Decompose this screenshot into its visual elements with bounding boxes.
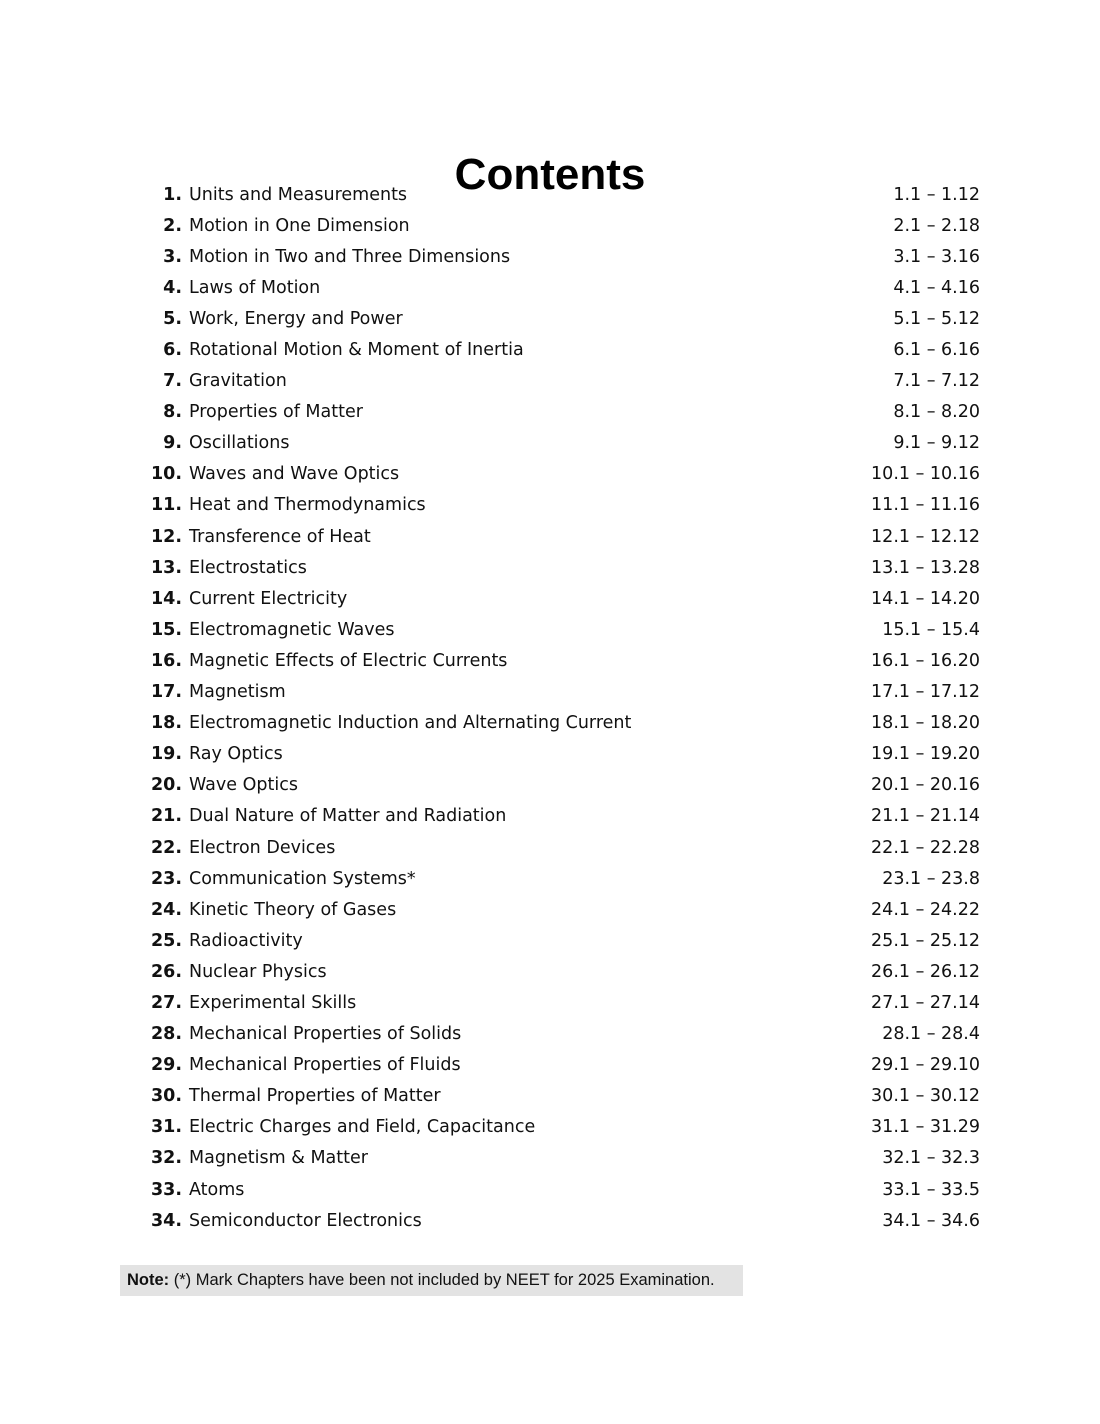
chapter-number: 11. [150, 495, 182, 516]
chapter-title: Dual Nature of Matter and Radiation [189, 806, 507, 827]
toc-row [140, 241, 980, 272]
chapter-title: Electromagnetic Induction and Alternating Current [189, 713, 632, 734]
chapter-page-range: 16.1 – 16.20 [871, 650, 980, 671]
table-of-contents [140, 179, 980, 1236]
chapter-page-range: 13.1 – 13.28 [871, 557, 980, 578]
toc-row [140, 1019, 980, 1050]
chapter-number: 20. [150, 775, 182, 796]
toc-row [140, 739, 980, 770]
chapter-number: 3. [163, 246, 182, 267]
chapter-number: 27. [150, 992, 182, 1013]
chapter-title: Work, Energy and Power [189, 308, 403, 329]
chapter-number: 9. [163, 433, 182, 454]
chapter-number: 1. [163, 184, 182, 205]
toc-row [140, 397, 980, 428]
chapter-page-range: 22.1 – 22.28 [871, 837, 980, 858]
chapter-page-range: 27.1 – 27.14 [871, 992, 980, 1013]
page-title: Contents [454, 150, 646, 200]
chapter-number: 33. [150, 1179, 182, 1200]
chapter-number: 31. [150, 1117, 182, 1138]
chapter-number: 13. [150, 557, 182, 578]
chapter-number: 26. [150, 961, 182, 982]
toc-row [140, 490, 980, 521]
chapter-page-range: 17.1 – 17.12 [871, 682, 980, 703]
chapter-number: 24. [150, 899, 182, 920]
chapter-page-range: 15.1 – 15.4 [882, 619, 980, 640]
chapter-page-range: 2.1 – 2.18 [893, 215, 980, 236]
chapter-number: 28. [150, 1024, 182, 1045]
chapter-title: Electron Devices [189, 837, 336, 858]
toc-row [140, 645, 980, 676]
chapter-number: 6. [163, 340, 182, 361]
chapter-number: 15. [150, 619, 182, 640]
chapter-title: Wave Optics [189, 775, 298, 796]
chapter-page-range: 21.1 – 21.14 [871, 806, 980, 827]
chapter-number: 22. [150, 837, 182, 858]
toc-row [140, 459, 980, 490]
toc-row [140, 677, 980, 708]
toc-row [140, 894, 980, 925]
chapter-number: 7. [163, 371, 182, 392]
note-text: (*) Mark Chapters have been not included by NEET for 2025 Examination. [173, 1271, 715, 1289]
chapter-title: Current Electricity [189, 588, 348, 609]
toc-row [140, 1081, 980, 1112]
note-label: Note: [127, 1271, 170, 1289]
toc-row [140, 1174, 980, 1205]
chapter-title: Electric Charges and Field, Capacitance [189, 1117, 536, 1138]
chapter-page-range: 33.1 – 33.5 [882, 1179, 980, 1200]
chapter-title: Atoms [189, 1179, 245, 1200]
toc-row [140, 925, 980, 956]
chapter-page-range: 26.1 – 26.12 [871, 961, 980, 982]
chapter-page-range: 7.1 – 7.12 [893, 371, 980, 392]
chapter-title: Electrostatics [189, 557, 307, 578]
chapter-number: 23. [150, 868, 182, 889]
toc-row [140, 614, 980, 645]
chapter-title: Oscillations [189, 433, 290, 454]
chapter-page-range: 18.1 – 18.20 [871, 713, 980, 734]
chapter-number: 18. [150, 713, 182, 734]
chapter-page-range: 6.1 – 6.16 [893, 340, 980, 361]
footnote [120, 1265, 743, 1296]
chapter-title: Communication Systems* [189, 868, 416, 889]
chapter-title: Properties of Matter [189, 402, 363, 423]
chapter-title: Heat and Thermodynamics [189, 495, 426, 516]
toc-row [140, 428, 980, 459]
chapter-title: Transference of Heat [189, 526, 371, 547]
chapter-number: 32. [150, 1148, 182, 1169]
chapter-page-range: 10.1 – 10.16 [871, 464, 980, 485]
toc-row [140, 303, 980, 334]
chapter-number: 8. [163, 402, 182, 423]
chapter-title: Radioactivity [189, 930, 303, 951]
chapter-title: Kinetic Theory of Gases [189, 899, 397, 920]
toc-row [140, 179, 980, 210]
chapter-page-range: 34.1 – 34.6 [882, 1210, 980, 1231]
toc-row [140, 832, 980, 863]
chapter-page-range: 28.1 – 28.4 [882, 1024, 980, 1045]
chapter-number: 5. [163, 308, 182, 329]
chapter-page-range: 20.1 – 20.16 [871, 775, 980, 796]
chapter-page-range: 1.1 – 1.12 [893, 184, 980, 205]
toc-row [140, 272, 980, 303]
chapter-page-range: 31.1 – 31.29 [871, 1117, 980, 1138]
toc-row [140, 552, 980, 583]
chapter-title: Mechanical Properties of Fluids [189, 1055, 461, 1076]
toc-row [140, 334, 980, 365]
chapter-page-range: 9.1 – 9.12 [893, 433, 980, 454]
chapter-title: Magnetism & Matter [189, 1148, 368, 1169]
chapter-title: Rotational Motion & Moment of Inertia [189, 340, 524, 361]
chapter-title: Electromagnetic Waves [189, 619, 395, 640]
chapter-page-range: 11.1 – 11.16 [871, 495, 980, 516]
chapter-page-range: 30.1 – 30.12 [871, 1086, 980, 1107]
toc-row [140, 366, 980, 397]
chapter-page-range: 19.1 – 19.20 [871, 744, 980, 765]
chapter-page-range: 3.1 – 3.16 [893, 246, 980, 267]
chapter-number: 21. [150, 806, 182, 827]
chapter-number: 4. [163, 277, 182, 298]
chapter-page-range: 5.1 – 5.12 [893, 308, 980, 329]
chapter-page-range: 8.1 – 8.20 [893, 402, 980, 423]
toc-row [140, 708, 980, 739]
chapter-number: 30. [150, 1086, 182, 1107]
chapter-number: 29. [150, 1055, 182, 1076]
chapter-number: 19. [150, 744, 182, 765]
toc-row [140, 1205, 980, 1236]
toc-row [140, 770, 980, 801]
chapter-title: Units and Measurements [189, 184, 408, 205]
toc-row [140, 210, 980, 241]
chapter-title: Magnetism [189, 682, 286, 703]
chapter-number: 14. [150, 588, 182, 609]
chapter-page-range: 23.1 – 23.8 [882, 868, 980, 889]
chapter-page-range: 24.1 – 24.22 [871, 899, 980, 920]
chapter-page-range: 4.1 – 4.16 [893, 277, 980, 298]
chapter-title: Mechanical Properties of Solids [189, 1024, 462, 1045]
chapter-title: Semiconductor Electronics [189, 1210, 422, 1231]
chapter-title: Nuclear Physics [189, 961, 327, 982]
toc-row [140, 1112, 980, 1143]
toc-row [140, 956, 980, 987]
chapter-number: 16. [150, 650, 182, 671]
toc-row [140, 583, 980, 614]
toc-row [140, 1050, 980, 1081]
chapter-title: Magnetic Effects of Electric Currents [189, 650, 508, 671]
chapter-number: 12. [150, 526, 182, 547]
chapter-number: 34. [150, 1210, 182, 1231]
chapter-title: Gravitation [189, 371, 287, 392]
chapter-number: 2. [163, 215, 182, 236]
chapter-title: Laws of Motion [189, 277, 321, 298]
toc-row [140, 801, 980, 832]
toc-row [140, 1143, 980, 1174]
chapter-page-range: 14.1 – 14.20 [871, 588, 980, 609]
chapter-page-range: 32.1 – 32.3 [882, 1148, 980, 1169]
chapter-title: Motion in Two and Three Dimensions [189, 246, 511, 267]
chapter-number: 17. [150, 682, 182, 703]
chapter-title: Thermal Properties of Matter [189, 1086, 441, 1107]
chapter-title: Waves and Wave Optics [189, 464, 400, 485]
chapter-page-range: 25.1 – 25.12 [871, 930, 980, 951]
chapter-title: Ray Optics [189, 744, 283, 765]
chapter-number: 10. [150, 464, 182, 485]
chapter-page-range: 29.1 – 29.10 [871, 1055, 980, 1076]
chapter-page-range: 12.1 – 12.12 [871, 526, 980, 547]
chapter-title: Motion in One Dimension [189, 215, 410, 236]
chapter-number: 25. [150, 930, 182, 951]
toc-row [140, 863, 980, 894]
toc-row [140, 521, 980, 552]
chapter-title: Experimental Skills [189, 992, 357, 1013]
toc-row [140, 987, 980, 1018]
